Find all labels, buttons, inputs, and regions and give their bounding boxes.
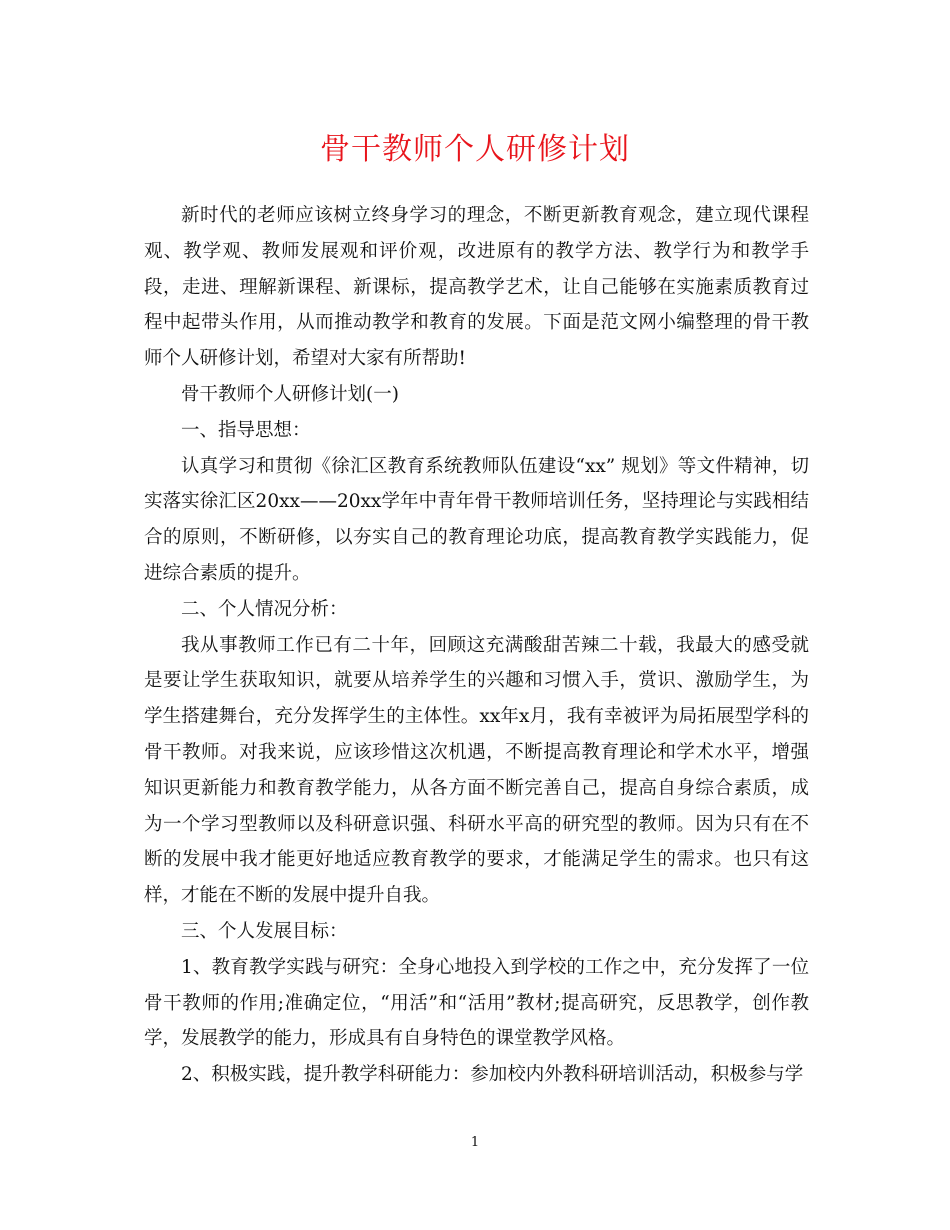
- paragraph-personal-analysis: 我从事教师工作已有二十年，回顾这充满酸甜苦辣二十载，我最大的感受就是要让学生获取知识，就要从培养学生的兴趣和习惯入手，赏识、激励学生，为学生搭建舞台，充分发挥学生的主体性。xx年x月，我有幸被评为局拓展型学科的骨干教师。对我来说，应该珍惜这次机遇，不断提高教育理论和学术水平，增强知识更新能力和教育教学能力，从各方面不断完善自己，提高自身综合素质，成为一个学习型教师以及科研意识强、科研水平高的研究型的教师。因为只有在不断的发展中我才能更好地适应教育教学的要求，才能满足学生的需求。也只有这样，才能在不断的发展中提升自我。: [144, 634, 809, 907]
- page-number: 1: [470, 1135, 480, 1150]
- paragraph-guiding-ideology: 认真学习和贯彻《徐汇区教育系统教师队伍建设“xx” 规划》等文件精神，切实落实徐汇区20xx——20xx学年中青年骨干教师培训任务，坚持理论与实践相结合的原则，不断研修，以夯实自己的教育理论功底，提高教育教学实践能力，促进综合素质的提升。: [144, 455, 809, 584]
- paragraph-intro: 新时代的老师应该树立终身学习的理念，不断更新教育观念，建立现代课程观、教学观、教师发展观和评价观，改进原有的教学方法、教学行为和教学手段，走进、理解新课程、新课标，提高教学艺术，让自己能够在实施素质教育过程中起带头作用，从而推动教学和教育的发展。下面是范文网小编整理的骨干教师个人研修计划，希望对大家有所帮助!: [144, 205, 809, 370]
- section-heading-guiding-ideology: 一、指导思想：: [181, 419, 311, 441]
- document-title: 骨干教师个人研修计划: [320, 132, 630, 167]
- section-heading-plan-one: 骨干教师个人研修计划(一): [181, 383, 399, 405]
- section-heading-personal-analysis: 二、个人情况分析：: [181, 598, 348, 620]
- section-heading-development-goals: 三、个人发展目标：: [181, 920, 348, 942]
- paragraph-goal-2: 2、积极实践，提升教学科研能力：参加校内外教科研培训活动，积极参与学: [181, 1064, 804, 1086]
- document-body: [144, 198, 809, 1093]
- paragraph-goal-1: 1、教育教学实践与研究：全身心地投入到学校的工作之中，充分发挥了一位骨干教师的作用;准确定位，“用活”和“活用”教材;提高研究，反思教学，创作教学，发展教学的能力，形成具有自身特色的课堂教学风格。: [144, 956, 809, 1050]
